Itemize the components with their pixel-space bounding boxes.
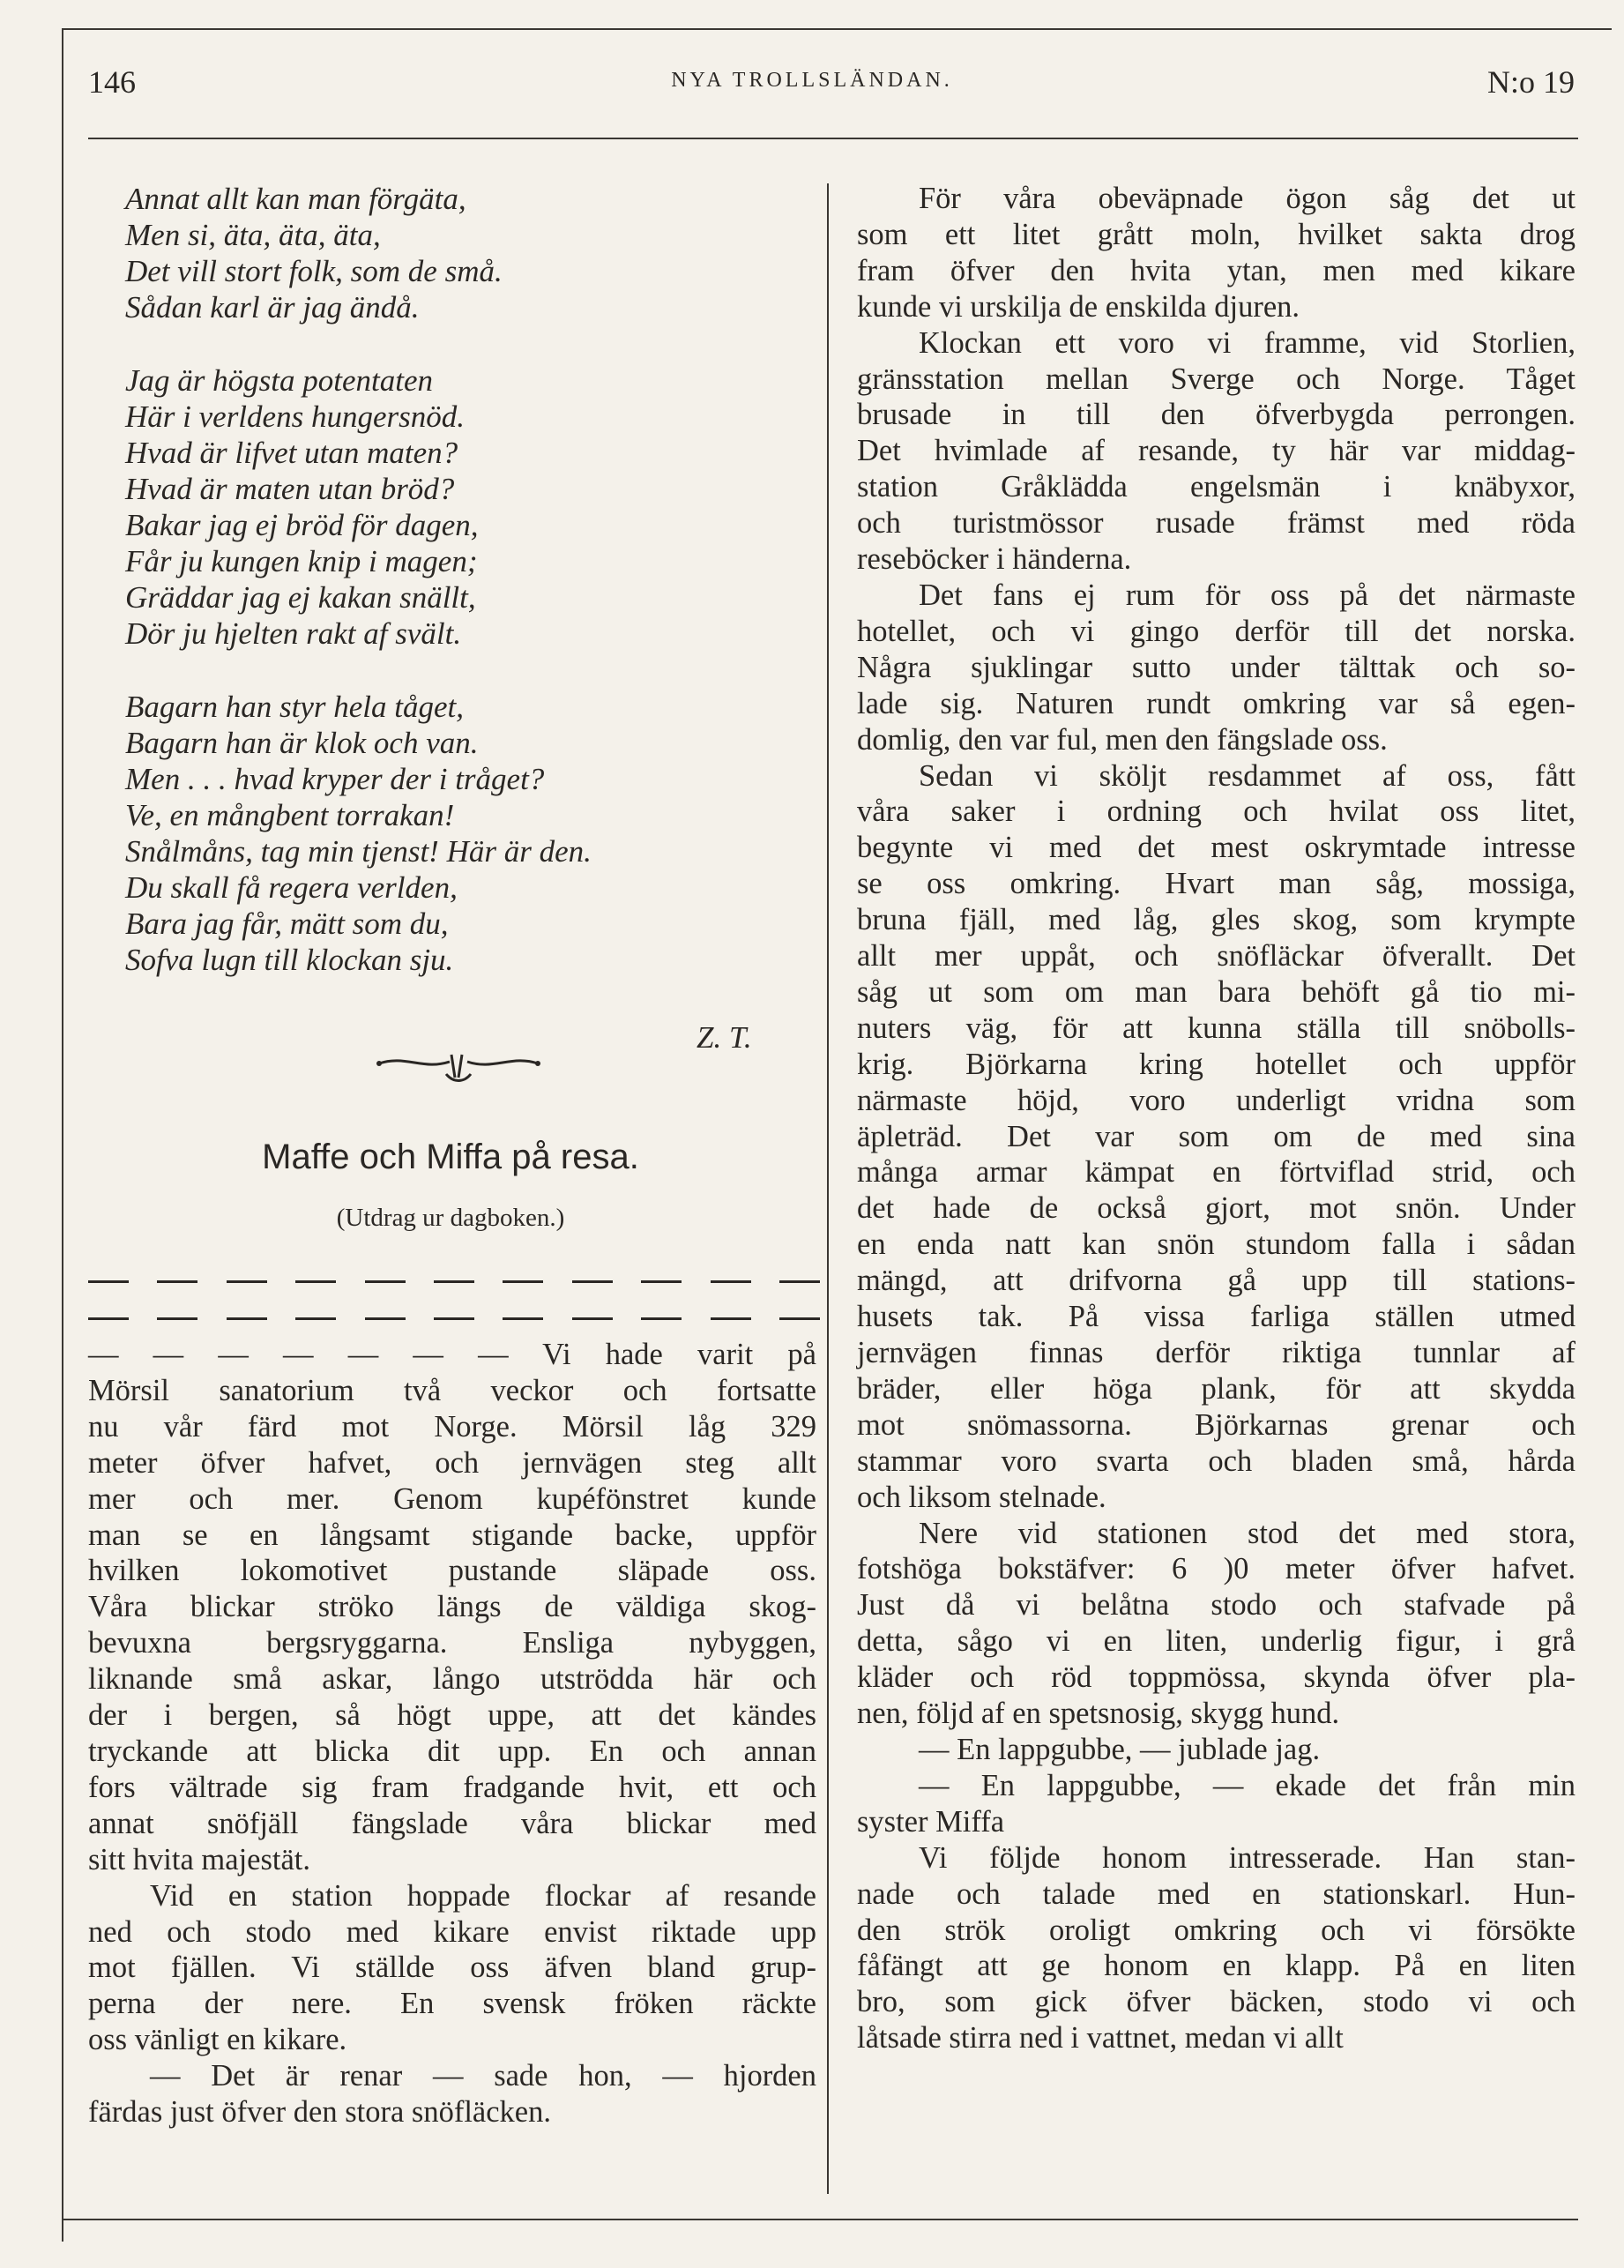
poem-line: Ve, en mångbent torrakan! bbox=[125, 798, 455, 832]
text-line: Det fans ej rum för oss på det närmaste bbox=[919, 578, 1576, 612]
text-line: mot snömassorna. Björkarnas grenar och bbox=[857, 1407, 1576, 1442]
text-line: — Det är renar — sade hon, — hjorden bbox=[150, 2059, 816, 2093]
text-line: — En lappgubbe, — jublade jag. bbox=[919, 1732, 1321, 1766]
poem-line: Gräddar jag ej kakan snällt, bbox=[125, 580, 476, 615]
poem-line: Men . . . hvad kryper der i tråget? bbox=[125, 762, 545, 796]
text-line: mer och mer. Genom kupéfönstret kunde bbox=[88, 1481, 816, 1516]
text-line: husets tak. På vissa farliga ställen utmed bbox=[857, 1300, 1576, 1334]
text-line: lade sig. Naturen rundt omkring var så egen- bbox=[857, 686, 1576, 720]
poem-line: Snålmåns, tag min tjenst! Här är den. bbox=[125, 834, 592, 869]
text-line: domlig, den var ful, men den fängslade oss. bbox=[857, 722, 1388, 757]
text-line: nuters väg, för att kunna ställa till snöbolls- bbox=[857, 1011, 1576, 1045]
text-line: Just då vi belåtna stodo och stafvade på bbox=[857, 1588, 1576, 1623]
text-line: Klockan ett voro vi framme, vid Storlien, bbox=[919, 325, 1576, 360]
text-line: annat snöfjäll fängslade våra blickar med bbox=[88, 1806, 816, 1840]
text-line: nen, följd af en spetsnosig, skygg hund. bbox=[857, 1697, 1340, 1731]
poem-line: Annat allt kan man förgäta, bbox=[125, 182, 466, 216]
text-line: hotellet, och vi gingo derför till det norska. bbox=[857, 614, 1576, 648]
journal-title: NYA TROLLSLÄNDAN. bbox=[671, 69, 953, 92]
poem-line: Hvad är maten utan bröd? bbox=[125, 472, 455, 506]
text-line: och turistmössor rusade främst med röda bbox=[857, 506, 1576, 541]
poem-stanza bbox=[125, 181, 804, 325]
text-line: fåfängt att ge honom en klapp. På en liten bbox=[857, 1949, 1576, 1983]
poem bbox=[125, 181, 804, 1015]
poem-line: Bagarn han styr hela tåget, bbox=[125, 690, 464, 724]
text-line: sitt hvita majestät. bbox=[88, 1842, 310, 1876]
ornament-icon bbox=[370, 1048, 547, 1088]
text-line: oss vänligt en kikare. bbox=[88, 2023, 347, 2057]
poem-line: Får ju kungen knip i magen; bbox=[125, 544, 478, 578]
text-line: Nere vid stationen stod det med stora, bbox=[919, 1516, 1576, 1550]
text-line: — — — — — — — Vi hade varit på bbox=[88, 1338, 816, 1371]
text-line: bevuxna bergsryggarna. Ensliga nybyggen, bbox=[88, 1626, 816, 1660]
text-line: — En lappgubbe, — ekade det från min bbox=[919, 1768, 1576, 1802]
text-line: ned och stodo med kikare envist riktade upp bbox=[88, 1914, 816, 1949]
text-line: mot fjällen. Vi ställde oss äfven bland grup- bbox=[88, 1951, 816, 1985]
text-line: allt mer uppåt, och snöfläckar öfverallt. Det bbox=[857, 939, 1576, 974]
poem-line: Bara jag får, mätt som du, bbox=[125, 906, 449, 941]
text-line: fram öfver den hvita ytan, men med kikare bbox=[857, 253, 1576, 287]
text-line: liknande små askar, långo utströdda här och bbox=[88, 1662, 816, 1697]
text-line: bräder, eller höga plank, för att skydda bbox=[857, 1371, 1576, 1406]
text-line: det hade de också gjort, mot snön. Under bbox=[857, 1191, 1576, 1226]
text-line: Mörsil sanatorium två veckor och fortsatte bbox=[88, 1373, 816, 1407]
footer-rule bbox=[62, 2219, 1578, 2220]
text-line: kläder och röd toppmössa, skynda öfver pla- bbox=[857, 1660, 1576, 1695]
poem-line: Sådan karl är jag ändå. bbox=[125, 290, 420, 325]
column-divider bbox=[827, 183, 829, 2194]
text-line: perna der nere. En svensk fröken räckte bbox=[88, 1987, 816, 2021]
text-line: syster Miffa bbox=[857, 1804, 1005, 1839]
text-line: stammar voro svarta och bladen små, hårda bbox=[857, 1444, 1576, 1478]
text-line: Några sjuklingar sutto under tälttak och so- bbox=[857, 650, 1576, 684]
text-line: mängd, att drifvorna gå upp till stations- bbox=[857, 1264, 1576, 1298]
text-line: Våra blickar ströko längs de väldiga skog- bbox=[88, 1590, 816, 1624]
text-line: många armar kämpat en förtviflad strid, och bbox=[857, 1155, 1576, 1190]
article-subtitle: (Utdrag ur dagboken.) bbox=[336, 1204, 565, 1232]
text-line: närmaste höjd, voro underligt vridna som bbox=[857, 1083, 1576, 1117]
text-line: den strök oroligt omkring och vi försökte bbox=[857, 1913, 1576, 1947]
poem-line: Jag är högsta potentaten bbox=[125, 363, 433, 398]
text-line: man se en långsamt stigande backe, uppför bbox=[88, 1518, 816, 1552]
text-line: färdas just öfver den stora snöfläcken. bbox=[88, 2095, 551, 2130]
dash-separator bbox=[88, 1280, 820, 1284]
text-line: fotshöga bokstäfver: 6 )0 meter öfver hafvet. bbox=[857, 1552, 1576, 1586]
poem-line: Dör ju hjelten rakt af svält. bbox=[125, 616, 462, 651]
text-line: såg ut som om man bara behöft gå tio mi- bbox=[857, 974, 1576, 1009]
poem-author: Z. T. bbox=[697, 1020, 752, 1055]
text-line: nu vår färd mot Norge. Mörsil låg 329 bbox=[88, 1409, 816, 1444]
text-line: en enda natt kan snön stundom falla i sådan bbox=[857, 1227, 1576, 1262]
text-line: Det hvimlade af resande, ty här var middag- bbox=[857, 434, 1576, 468]
article-title: Maffe och Miffa på resa. bbox=[262, 1138, 639, 1176]
text-line: kunde vi urskilja de enskilda djuren. bbox=[857, 289, 1300, 324]
text-line: krig. Björkarna kring hotellet och uppför bbox=[857, 1047, 1576, 1081]
text-line: bro, som gick öfver bäcken, stodo vi och bbox=[857, 1985, 1576, 2019]
article-left-column bbox=[88, 1337, 816, 2130]
text-line: brusade in till den öfverbygda perrongen. bbox=[857, 398, 1576, 432]
text-line: reseböcker i händerna. bbox=[857, 542, 1132, 577]
text-line: låtsade stirra ned i vattnet, medan vi allt bbox=[857, 2021, 1344, 2055]
text-line: gränsstation mellan Sverge och Norge. Tåget bbox=[857, 362, 1576, 396]
text-line: Vi följde honom intresserade. Han stan- bbox=[919, 1840, 1576, 1875]
text-line: För våra obeväpnade ögon såg det ut bbox=[919, 182, 1576, 215]
text-line: detta, sågo vi en liten, underlig figur, i grå bbox=[857, 1624, 1576, 1659]
text-line: begynte vi med det mest oskrymtade intresse bbox=[857, 831, 1576, 865]
text-line: som ett litet grått moln, hvilket sakta drog bbox=[857, 217, 1576, 251]
issue-number: N:o 19 bbox=[1487, 64, 1575, 100]
text-line: se oss omkring. Hvart man såg, mossiga, bbox=[857, 867, 1576, 901]
text-line: äpleträd. Det var som om de med sina bbox=[857, 1119, 1576, 1153]
poem-line: Bakar jag ej bröd för dagen, bbox=[125, 508, 479, 542]
poem-line: Sofva lugn till klockan sju. bbox=[125, 943, 454, 977]
page-number: 146 bbox=[88, 64, 136, 100]
text-line: jernvägen finnas derför riktiga tunnlar af bbox=[857, 1336, 1576, 1369]
header-rule bbox=[88, 138, 1578, 139]
poem-stanza bbox=[125, 689, 804, 978]
text-line: Vid en station hoppade flockar af resande bbox=[150, 1878, 816, 1913]
poem-line: Du skall få regera verlden, bbox=[125, 870, 458, 905]
text-line: station Gråklädda engelsmän i knäbyxor, bbox=[857, 470, 1576, 504]
text-line: nade och talade med en stationskarl. Hun- bbox=[857, 1876, 1576, 1911]
text-line: fors vältrade sig fram fradgande hvit, ett och bbox=[88, 1770, 816, 1804]
poem-stanza bbox=[125, 362, 804, 652]
article-right-column bbox=[857, 181, 1576, 2056]
text-line: och liksom stelnade. bbox=[857, 1480, 1106, 1514]
text-line: våra saker i ordning och hvilat oss litet, bbox=[857, 795, 1576, 829]
text-line: bruna fjäll, med låg, gles skog, som krympte bbox=[857, 903, 1576, 937]
poem-line: Här i verldens hungersnöd. bbox=[125, 399, 465, 434]
poem-line: Hvad är lifvet utan maten? bbox=[125, 436, 458, 470]
text-line: meter öfver hafvet, och jernvägen steg allt bbox=[88, 1445, 816, 1480]
text-line: Sedan vi sköljt resdammet af oss, fått bbox=[919, 758, 1576, 793]
text-line: der i bergen, så högt uppe, att det kändes bbox=[88, 1698, 816, 1733]
text-line: hvilken lokomotivet pustande släpade oss. bbox=[88, 1554, 816, 1588]
dash-separator bbox=[88, 1317, 820, 1321]
poem-line: Men si, äta, äta, äta, bbox=[125, 218, 381, 252]
text-line: tryckande att blicka dit upp. En och annan bbox=[88, 1734, 816, 1768]
poem-line: Det vill stort folk, som de små. bbox=[125, 254, 503, 288]
poem-line: Bagarn han är klok och van. bbox=[125, 726, 479, 760]
